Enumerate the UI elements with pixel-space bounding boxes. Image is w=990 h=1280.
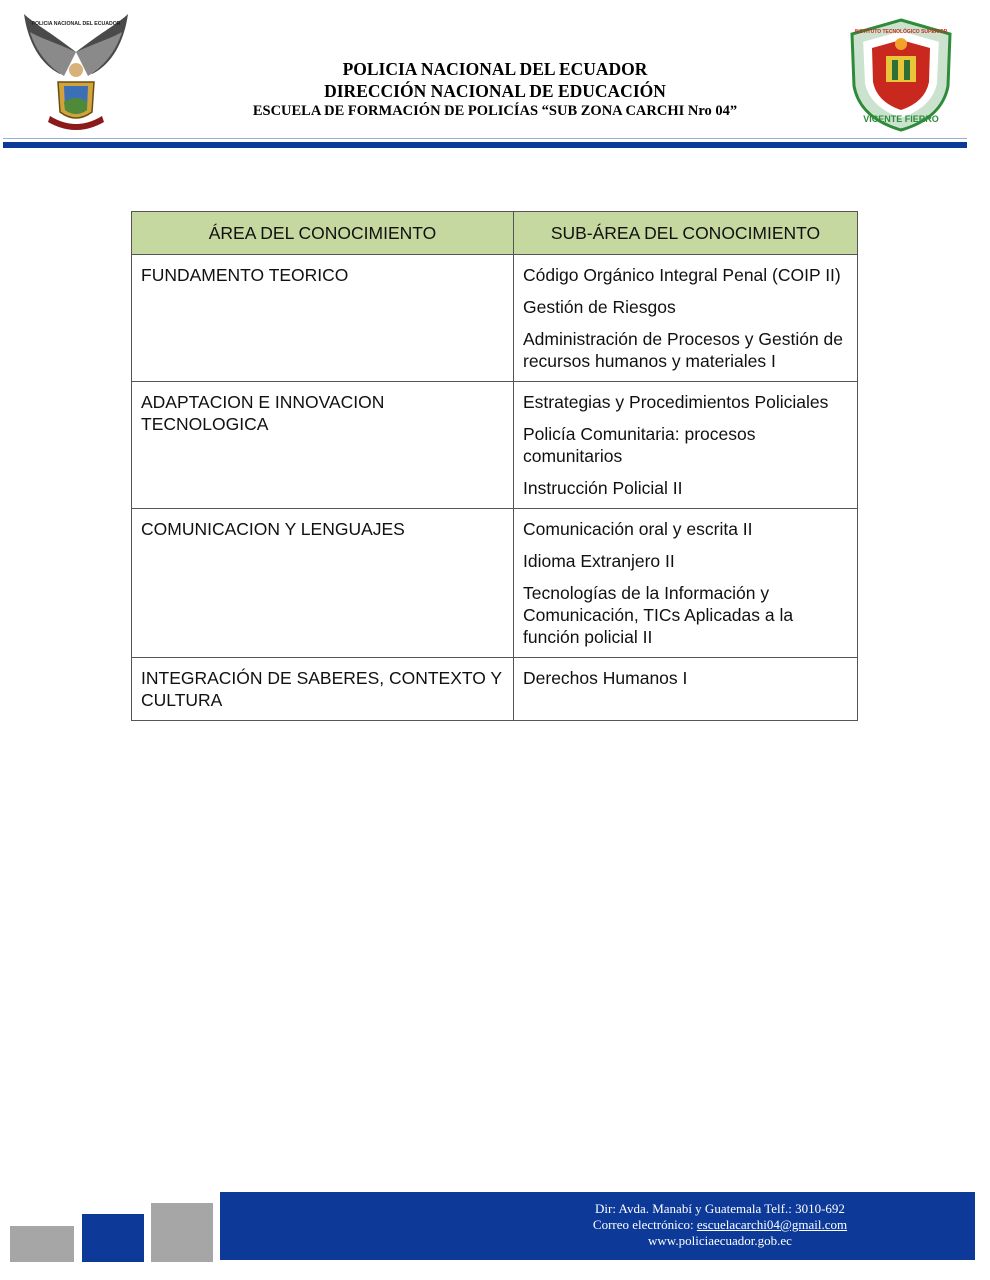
footer-decor-block bbox=[151, 1203, 213, 1262]
table-row bbox=[132, 509, 858, 658]
subarea-cell bbox=[514, 509, 858, 658]
table-row bbox=[132, 255, 858, 382]
header-area: ÁREA DEL CONOCIMIENTO bbox=[132, 212, 514, 255]
document-footer bbox=[0, 1190, 990, 1280]
table-row bbox=[132, 382, 858, 509]
subarea-item: Idioma Extranjero II bbox=[523, 551, 675, 571]
subarea-item: Derechos Humanos I bbox=[523, 668, 688, 688]
subarea-item: Tecnologías de la Información y Comunicación, TICs Aplicadas a la función policial II bbox=[523, 583, 794, 647]
footer-contact bbox=[520, 1201, 920, 1249]
subarea-cell bbox=[514, 382, 858, 509]
police-eagle-emblem-icon bbox=[20, 12, 132, 136]
area-cell: COMUNICACION Y LENGUAJES bbox=[132, 509, 514, 658]
subarea-cell bbox=[514, 255, 858, 382]
subarea-item: Gestión de Riesgos bbox=[523, 297, 676, 317]
footer-email-link[interactable]: escuelacarchi04@gmail.com bbox=[696, 1217, 848, 1232]
footer-address: Dir: Avda. Manabí y Guatemala Telf.: 3010-692 bbox=[595, 1201, 845, 1216]
document-header bbox=[0, 0, 990, 150]
header-divider bbox=[3, 142, 967, 148]
table-header-row bbox=[132, 212, 858, 255]
subarea-item: Comunicación oral y escrita II bbox=[523, 519, 753, 539]
left-logo-caption: POLICIA NACIONAL DEL ECUADOR bbox=[31, 21, 121, 27]
subarea-item: Instrucción Policial II bbox=[523, 478, 683, 498]
subarea-item: Policía Comunitaria: procesos comunitarios bbox=[523, 424, 756, 466]
subarea-cell bbox=[514, 658, 858, 721]
header-thin-divider bbox=[3, 138, 967, 139]
right-logo-caption-bottom: VICENTE FIERRO bbox=[863, 114, 939, 124]
knowledge-areas-table bbox=[131, 211, 858, 721]
area-cell: ADAPTACION E INNOVACION TECNOLOGICA bbox=[132, 382, 514, 509]
footer-decor-block bbox=[10, 1226, 74, 1262]
table-row bbox=[132, 658, 858, 721]
institution-name: POLICIA NACIONAL DEL ECUADOR bbox=[342, 59, 648, 79]
footer-decor-block bbox=[82, 1214, 144, 1262]
right-logo-caption-top: INSTITUTO TECNOLÓGICO SUPERIOR bbox=[854, 29, 948, 35]
directorate-name: DIRECCIÓN NACIONAL DE EDUCACIÓN bbox=[324, 81, 666, 101]
area-cell: INTEGRACIÓN DE SABERES, CONTEXTO Y CULTURA bbox=[132, 658, 514, 721]
school-name: ESCUELA DE FORMACIÓN DE POLICÍAS “SUB ZONA CARCHI Nro 04” bbox=[252, 103, 738, 119]
header-subarea: SUB-ÁREA DEL CONOCIMIENTO bbox=[514, 212, 858, 255]
footer-email-line bbox=[520, 1217, 920, 1233]
institute-shield-emblem-icon bbox=[846, 16, 956, 134]
footer-email-label: Correo electrónico: bbox=[592, 1217, 697, 1232]
subarea-item: Código Orgánico Integral Penal (COIP II) bbox=[523, 265, 841, 285]
subarea-item: Administración de Procesos y Gestión de recursos humanos y materiales I bbox=[523, 329, 844, 371]
subarea-item: Estrategias y Procedimientos Policiales bbox=[523, 392, 829, 412]
area-cell: FUNDAMENTO TEORICO bbox=[132, 255, 514, 382]
header-titles bbox=[150, 58, 840, 121]
footer-website[interactable]: www.policiaecuador.gob.ec bbox=[648, 1233, 792, 1248]
